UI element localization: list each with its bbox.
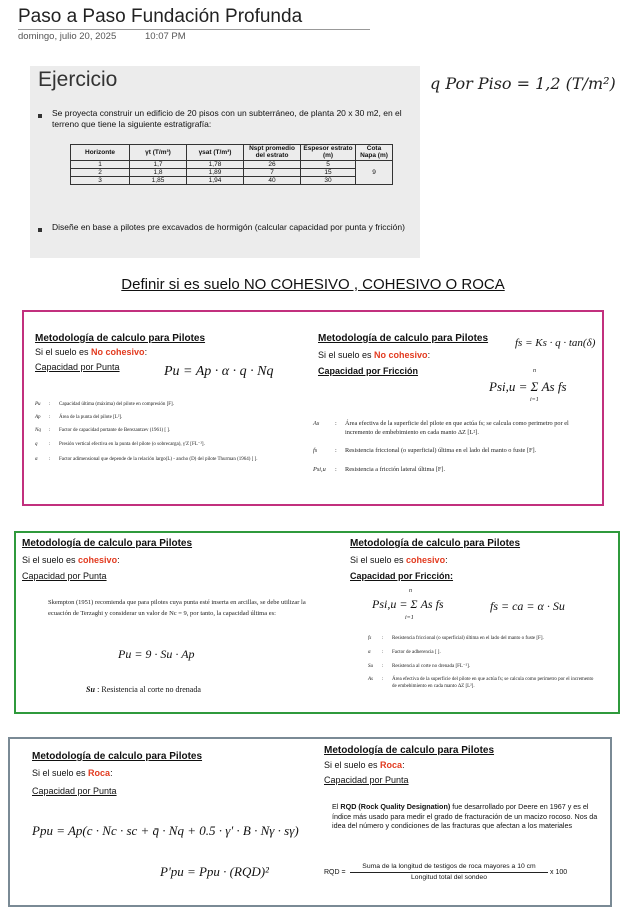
definition-text: Factor adimensional que depende de la relación largo(L) - ancho (D) del pilote Thurman (1964) [ ]. [59,457,258,462]
table-cell-cota-napa: 9 [356,160,393,184]
definition-symbol: Psi,u [313,466,326,474]
definition-text: Resistencia friccional (o superficial) última en el lado del manto o fuste [F]. [345,446,537,454]
panel3-right-heading: Metodología de calculo para Pilotes [324,745,495,756]
panel3-right-subheading: Capacidad por Punta [324,775,409,785]
panel2-right-subheading: Capacidad por Fricción: [350,571,454,581]
rqd-fraction-bar [350,872,548,873]
table-row [71,168,393,176]
soil-type-highlight: cohesivo [78,555,118,565]
definition-row: Ap : Área de la punta del pilote [L²]. [35,415,305,422]
rqd-prefix: El [332,802,339,811]
definition-symbol: Su [368,663,373,669]
soil-colon: : [402,760,405,770]
definition-text: Resistencia al corte no drenada [FL⁻²]. [392,663,470,669]
panel2-right-soil-line [350,555,448,565]
soil-type-highlight: Roca [88,768,111,778]
panel3-formula-ppu-rqd: P'pu = Ppu · (RQD)² [160,864,269,879]
rqd-term: RQD (Rock Quality Designation) [340,802,451,811]
panel1-left-subheading: Capacidad por Punta [35,362,120,372]
exercise-bullet-1: Se proyecta construir un edificio de 20 pisos con un subterráneo, de planta 20 x 30 m2, en el terreno que tiene la siguiente estratigrafía: [52,108,402,129]
soil-prefix: Si el suelo es [32,768,86,778]
definition-row: fs : Resistencia friccional (o superficial) última en el lado del manto o fuste [F]. [368,636,598,643]
soil-prefix: Si el suelo es [22,555,76,565]
soil-type-highlight: No cohesivo [374,350,428,360]
panel2-left-subheading: Capacidad por Punta [22,571,107,581]
table-row [71,176,393,184]
table-header: Horizonte [71,145,130,161]
panel2-right-heading: Metodología de calculo para Pilotes [350,538,521,549]
soil-type-highlight: No cohesivo [91,347,145,357]
definition-row: As : Área efectiva de la superficie del pilote en que actúa fs; se calcula como perimetro por el incremento de embebimiento en cada manto ΔZ [L²]. [313,420,591,438]
handwritten-note: q Por Piso = 1,2 (T/m²) [430,74,616,93]
definition-text: Área efectiva de la superficie del pilote en que actúa fs; se calcula como perimetro por el incremento de embebimiento en cada manto ΔZ [L²]. [345,420,569,436]
definition-row: fs : Resistencia friccional (o superficial) última en el lado del manto o fuste [F]. [313,447,591,456]
panel2-formula-pu: Pu = 9 · Su · Ap [118,647,195,661]
stratigraphy-table-wrap [70,144,393,185]
panel3-right-soil-line [324,760,405,770]
rqd-label: RQD = [324,869,346,876]
panel3-left-subheading: Capacidad por Punta [32,786,117,796]
sum-upper-limit: n [409,588,412,594]
panel1-left-definitions [35,402,305,464]
definition-text: Factor de adherencia [ ]. [392,649,441,655]
table-cell: 7 [244,168,301,176]
soil-colon: : [445,555,448,565]
sum-lower-limit: i=1 [405,615,414,621]
panel2-left-soil-line [22,555,120,565]
table-row [71,160,393,168]
section-question: Definir si es suelo NO COHESIVO , COHESIVO O ROCA [121,276,505,293]
soil-colon: : [427,350,431,360]
soil-colon: : [110,768,113,778]
panel1-left-soil-line [35,347,147,357]
table-header: γsat (T/m³) [187,145,244,161]
table-cell: 1 [71,160,130,168]
soil-prefix: Si el suelo es [35,347,89,357]
definition-symbol: q [35,442,38,448]
definition-text: Factor de capacidad portante de Berezantzev (1961) [ ]. [59,427,171,433]
definition-symbol: As [313,420,320,427]
soil-type-highlight: cohesivo [406,555,446,565]
definition-row: Pu : Capacidad última (máxima) del pilote en compresión [F]. [35,402,305,409]
panel1-right-heading: Metodología de calculo para Pilotes [318,333,489,344]
panel1-left-heading: Metodología de calculo para Pilotes [35,333,206,344]
definition-symbol: α [35,457,38,462]
bullet-dot [38,114,42,118]
definition-text: Resistencia friccional (o superficial) última en el lado del manto o fuste [F]. [392,636,544,641]
sum-upper-limit: n [533,368,536,374]
soil-prefix: Si el suelo es [318,350,372,360]
exercise-title: Ejercicio [38,68,118,91]
bullet-dot [38,228,42,232]
definition-symbol: Pu [35,402,41,407]
definition-row: As : Área efectiva de la superficie del pilote en que actúa fs; se calcula como perimetro por el incremento de embebimiento en cada manto ΔZ [L²]. [368,677,598,691]
definition-text: : Resistencia al corte no drenada [97,685,201,694]
panel1-right-definitions [313,420,591,475]
definition-text: Área de la punta del pilote [L²]. [59,414,123,420]
panel1-formula-fs: fs = Ks · q · tan(δ) [515,337,596,349]
definition-symbol: Nq [35,427,41,433]
stratigraphy-table [70,144,393,185]
definition-symbol: Su [86,685,95,694]
table-cell: 1,85 [130,176,187,184]
definition-row: α : Factor de adherencia [ ]. [368,650,598,657]
definition-text: Resistencia a fricción lateral última [F]. [345,466,446,474]
table-cell: 1,8 [130,168,187,176]
table-cell: 1,7 [130,160,187,168]
panel3-left-soil-line [32,768,113,778]
sum-lower-limit: i=1 [530,397,539,403]
panel1-formula-pu: Pu = Ap · α · q · Nq [164,364,274,379]
definition-row: q : Presión vertical efectiva en la punta del pilote (o sobrecarga), γ'Z [FL⁻²]. [35,442,305,449]
definition-row: Nq : Factor de capacidad portante de Berezantzev (1961) [ ]. [35,428,305,435]
panel1-right-subheading: Capacidad por Fricción [318,366,419,376]
table-cell: 1,78 [187,160,244,168]
definition-row: Psi,u : Resistencia a fricción lateral última [F]. [313,466,591,475]
definition-text: Capacidad última (máxima) del pilote en compresión [F]. [59,402,174,407]
definition-symbol: α [368,649,371,655]
soil-type-highlight: Roca [380,760,403,770]
definition-text: Presión vertical efectiva en la punta del pilote (o sobrecarga), γ'Z [FL⁻²]. [59,442,205,448]
page-time: 10:07 PM [145,31,186,42]
panel3-left-heading: Metodología de calculo para Pilotes [32,751,203,762]
rqd-factor: x 100 [550,869,568,876]
definition-row: α : Factor adimensional que depende de la relación largo(L) - ancho (D) del pilote Thurman (1964) [ ]. [35,457,305,464]
panel2-formula-fs: fs = ca = α · Su [490,599,565,613]
rqd-denominator: Longitud total del sondeo [411,874,487,881]
soil-colon: : [144,347,148,357]
table-cell: 26 [244,160,301,168]
panel3-rqd-paragraph [332,802,600,831]
table-header: Cota Napa (m) [356,145,393,161]
soil-colon: : [117,555,120,565]
table-header: Nspt promedio del estrato [244,145,301,161]
panel1-right-soil-line [318,350,430,360]
definition-symbol: Ap [35,414,41,420]
exercise-bullet-2: Diseñe en base a pilotes pre excavados de hormigón (calcular capacidad por punta y fricción) [52,222,405,232]
panel1-formula-psi: Psi,u = Σ As fs [489,379,567,394]
panel2-formula-psi: Psi,u = Σ As fs [372,597,444,611]
soil-prefix: Si el suelo es [350,555,404,565]
table-cell: 1,94 [187,176,244,184]
rqd-description: fue desarrollado por Deere en 1967 y es el índice más usado para medir el grado de fracturación de un macizo rocoso. Nos da idea del número y condiciones de las fracturas que afectan a los materiales [332,802,598,830]
table-cell: 3 [71,176,130,184]
panel3-formula-ppu: Ppu = Ap(c · Nc · sc + q̄ · Nq + 0.5 · γ' · B · Nγ · sγ) [32,823,299,838]
title-divider [18,29,370,30]
definition-text: Área efectiva de la superficie del pilote en que actúa fs; se calcula como perimetro por el incremento de embebimiento en cada manto ΔZ [L²]. [392,677,594,689]
panel2-skempton-paragraph: Skempton (1951) recomienda que para pilotes cuya punta esté inserta en arcillas, se debe utilizar la ecuación de Terzaghi y considerar un valor de Nc = 9, por tanto, la capacidad última es: [48,599,306,618]
definition-symbol: fs [313,446,318,454]
table-cell: 30 [301,176,356,184]
panel2-su-definition [86,685,201,694]
page-date: domingo, julio 20, 2025 [18,31,117,42]
table-cell: 15 [301,168,356,176]
definition-symbol: fs [368,636,372,641]
panel2-right-definitions [368,636,598,691]
table-cell: 5 [301,160,356,168]
table-cell: 40 [244,176,301,184]
definition-row: Su : Resistencia al corte no drenada [FL⁻²]. [368,664,598,671]
page-title: Paso a Paso Fundación Profunda [18,6,303,27]
rqd-numerator: Suma de la longitud de testigos de roca mayores a 10 cm [362,863,536,870]
definition-symbol: As [368,677,373,683]
table-header: Espesor estrato (m) [301,145,356,161]
table-cell: 1,89 [187,168,244,176]
soil-prefix: Si el suelo es [324,760,378,770]
table-cell: 2 [71,168,130,176]
table-header: γt (T/m³) [130,145,187,161]
panel2-left-heading: Metodología de calculo para Pilotes [22,538,193,549]
